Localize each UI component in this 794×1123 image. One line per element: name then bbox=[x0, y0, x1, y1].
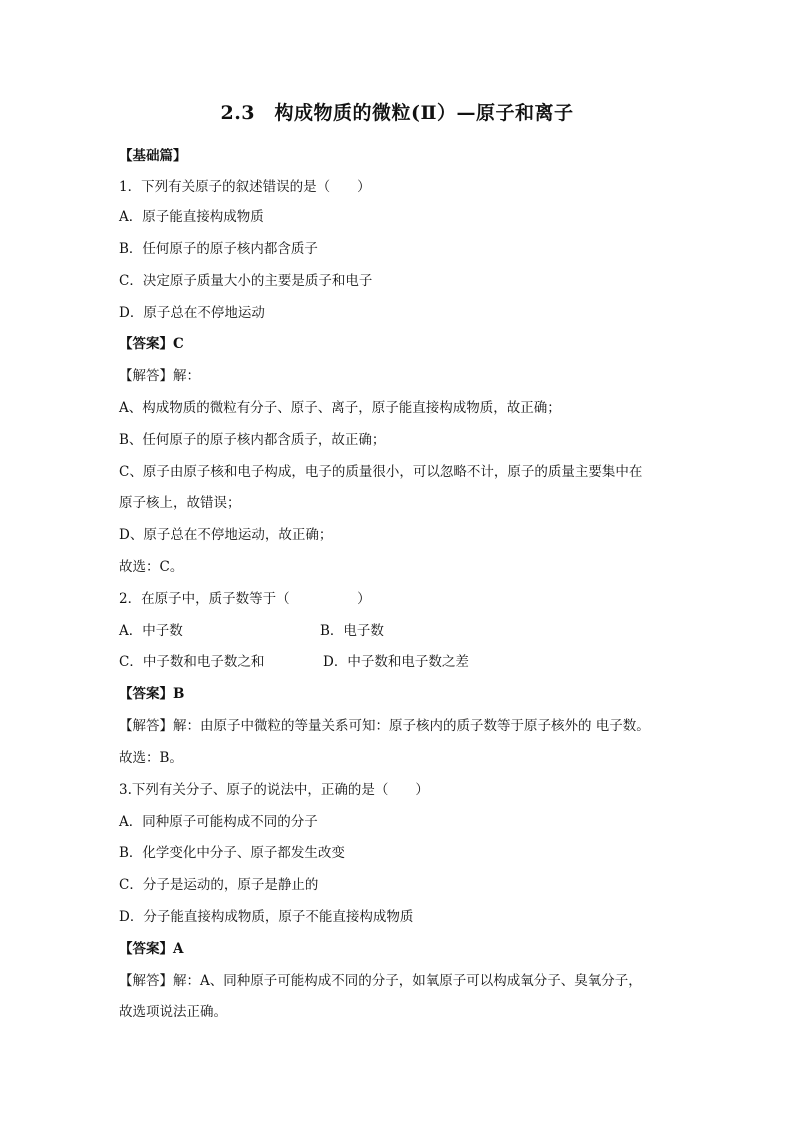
page-title: 2.3 构成物质的微粒(Ⅱ）—原子和离子 bbox=[220, 102, 574, 124]
q1-analysis-line: 原子核上，故错误； bbox=[119, 495, 241, 511]
q2-choose: 故选：B。 bbox=[119, 750, 183, 766]
q1-analysis-line: B、任何原子的原子核内都含质子，故正确； bbox=[119, 432, 386, 448]
q1-analysis-line: D、原子总在不停地运动，故正确； bbox=[119, 527, 333, 543]
q1-analysis-head: 【解答】解： bbox=[119, 368, 200, 384]
q3-option-d: D．分子能直接构成物质，原子不能直接构成物质 bbox=[119, 909, 414, 925]
q2-option-d: D．中子数和电子数之差 bbox=[323, 654, 469, 670]
q3-option-a: A．同种原子可能构成不同的分子 bbox=[119, 814, 318, 830]
q1-stem: 1．下列有关原子的叙述错误的是（ ） bbox=[119, 179, 371, 195]
q2-stem: 2．在原子中，质子数等于（ ） bbox=[119, 591, 371, 607]
q3-analysis-line: 故选项说法正确。 bbox=[119, 1004, 227, 1020]
q3-answer: 【答案】A bbox=[119, 941, 184, 957]
q1-analysis-line: A、构成物质的微粒有分子、原子、离子，原子能直接构成物质，故正确； bbox=[119, 400, 561, 416]
q1-option-b: B．任何原子的原子核内都含质子 bbox=[119, 241, 318, 257]
q2-analysis: 【解答】解：由原子中微粒的等量关系可知：原子核内的质子数等于原子核外的 电子数。 bbox=[119, 718, 650, 734]
q3-option-c: C．分子是运动的，原子是静止的 bbox=[119, 877, 319, 893]
q2-option-c: C．中子数和电子数之和 bbox=[119, 654, 265, 670]
q1-option-d: D．原子总在不停地运动 bbox=[119, 305, 265, 321]
q3-option-b: B．化学变化中分子、原子都发生改变 bbox=[119, 845, 345, 861]
q2-option-a: A．中子数 bbox=[119, 623, 183, 639]
q1-analysis-line: C、原子由原子核和电子构成，电子的质量很小，可以忽略不计，原子的质量主要集中在 bbox=[119, 464, 643, 480]
q1-answer: 【答案】C bbox=[119, 336, 184, 352]
q2-answer: 【答案】B bbox=[119, 686, 185, 702]
q1-option-a: A．原子能直接构成物质 bbox=[119, 209, 264, 225]
section-heading: 【基础篇】 bbox=[119, 148, 187, 164]
q3-stem: 3.下列有关分子、原子的说法中，正确的是（ ） bbox=[119, 782, 429, 798]
q1-option-c: C．决定原子质量大小的主要是质子和电子 bbox=[119, 273, 373, 289]
q2-option-b: B．电子数 bbox=[320, 623, 384, 639]
q1-choose: 故选：C。 bbox=[119, 559, 184, 575]
q3-analysis-line: 【解答】解：A、同种原子可能构成不同的分子，如氧原子可以构成氧分子、臭氧分子， bbox=[119, 973, 642, 989]
